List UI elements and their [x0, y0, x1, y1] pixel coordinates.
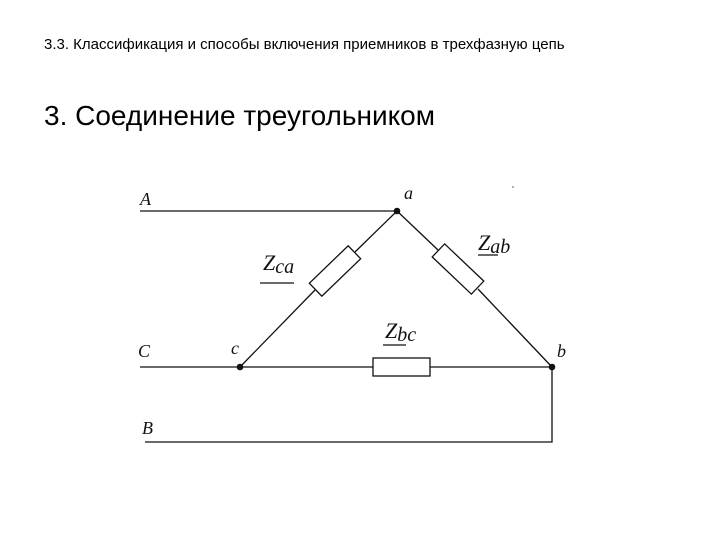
- slide-title: 3. Соединение треугольником: [44, 100, 435, 131]
- label-zca: [263, 250, 294, 278]
- label-line-c: C: [138, 341, 151, 361]
- wire-branch-ca-1: [355, 211, 397, 252]
- label-node-c: c: [231, 338, 239, 358]
- label-zab-sub: ab: [490, 236, 511, 258]
- resistor-zab: [432, 244, 484, 294]
- label-node-a: a: [404, 183, 413, 203]
- wire-branch-ab-1: [397, 211, 438, 250]
- wire-line-b: [145, 367, 552, 442]
- label-line-a: A: [140, 189, 151, 209]
- label-zbc: [385, 318, 416, 346]
- label-zca-sub: ca: [275, 256, 295, 278]
- node-dot-a: [394, 208, 401, 215]
- node-dot-b: [549, 364, 556, 371]
- label-zab: [478, 230, 510, 258]
- resistor-zca: [309, 246, 360, 296]
- label-line-b: B: [142, 418, 153, 438]
- label-node-b: b: [557, 341, 566, 361]
- node-dot-c: [237, 364, 244, 371]
- wire-branch-ca-2: [240, 290, 315, 367]
- label-zca-main: Z: [263, 250, 276, 275]
- slide-header: 3.3. Классификация и способы включения приемников в трехфазную цепь: [44, 36, 565, 53]
- label-zbc-sub: bc: [397, 324, 417, 346]
- resistor-zbc: [373, 358, 430, 376]
- wire-branch-ab-2: [478, 289, 552, 367]
- label-zab-main: Z: [478, 230, 491, 255]
- speck: [512, 186, 514, 188]
- label-zbc-main: Z: [385, 318, 398, 343]
